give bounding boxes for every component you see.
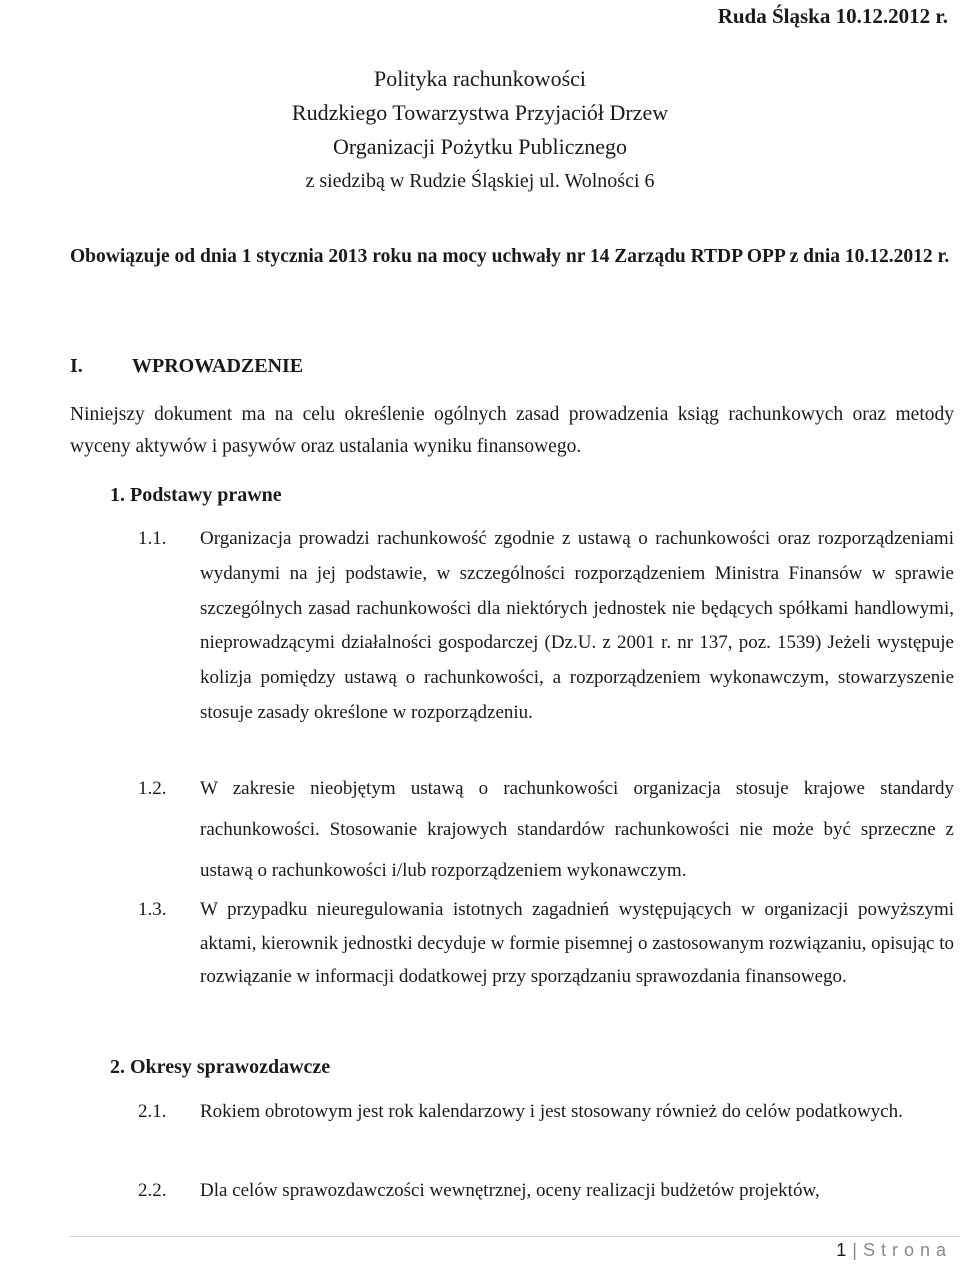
item-text: W zakresie nieobjętym ustawą o rachunkowości organizacja stosuje krajowe standardy rachunkowości. Stosowanie krajowych standardów rachunkowości nie może być sprzeczne z ustawą o rachunkowości i/lub rozporządzeniem wykonawczym. <box>200 778 954 881</box>
title-line-2: Rudzkiego Towarzystwa Przyjaciół Drzew <box>291 100 669 125</box>
item-number: 2.1. <box>138 1101 167 1122</box>
item-text: Organizacja prowadzi rachunkowość zgodnie z ustawą o rachunkowości oraz rozporządzeniami wydanymi na jej podstawie, w szczególności rozporządzeniem Ministra Finansów w sprawie szczególnych zasad rachunkowości dla niektórych jednostek nie będących spółkami handlowymi, nieprowadzącymi działalności gospodarczej (Dz.U. z 2001 r. nr 137, poz. 1539) Jeżeli występuje kolizja pomiędzy ustawą o rachunkowości, a rozporządzeniem wykonawczym, stowarzyszenie stosuje zasady określone w rozporządzeniu. <box>200 528 954 723</box>
item-number: 2.2. <box>138 1180 167 1201</box>
page-number: 1 <box>836 1240 847 1260</box>
introduction-paragraph: Niniejszy dokument ma na celu określenie ogólnych zasad prowadzenia ksiąg rachunkowych oraz metody wyceny aktywów i pasywów oraz ustalania wyniku finansowego. <box>70 404 954 457</box>
footer-separator: | <box>852 1240 857 1260</box>
title-line-1: Polityka rachunkowości <box>373 66 587 91</box>
list-item-1-1 <box>138 522 954 731</box>
list-item-1-2 <box>138 768 954 891</box>
item-text: W przypadku nieuregulowania istotnych zagadnień występujących w organizacji powyższymi aktami, kierownik jednostki decyduje w formie pisemnej o zastosowanym rozwiązaniu, opisując to rozwiązanie w informacji dodatkowej przy sporządzaniu sprawozdania finansowego. <box>200 899 954 987</box>
footer-divider <box>70 1236 960 1237</box>
item-text: Dla celów sprawozdawczości wewnętrznej, oceny realizacji budżetów projektów, <box>200 1180 820 1201</box>
list-item-1-3 <box>138 893 954 994</box>
page-label: Strona <box>862 1240 952 1260</box>
list-item-2-1 <box>138 1093 954 1131</box>
list-item-2-2 <box>138 1174 954 1208</box>
item-number: 1.2. <box>138 778 167 799</box>
item-number: 1.3. <box>138 899 167 920</box>
title-line-3: Organizacji Pożytku Publicznego <box>332 134 628 159</box>
item-text: Rokiem obrotowym jest rok kalendarzowy i jest stosowany również do celów podatkowych. <box>200 1101 903 1122</box>
subsection-heading-reporting-periods: 2. Okresy sprawozdawcze <box>110 1056 331 1078</box>
section-number: I. <box>70 355 83 377</box>
item-number: 1.1. <box>138 528 167 549</box>
subsection-heading-legal-basis: 1. Podstawy prawne <box>110 484 282 506</box>
validity-statement: Obowiązuje od dnia 1 stycznia 2013 roku na mocy uchwały nr 14 Zarządu RTDP OPP z dnia 10.12.2012 r. <box>70 246 950 267</box>
document-date: Ruda Śląska 10.12.2012 r. <box>717 4 948 28</box>
document-title <box>0 62 960 198</box>
section-heading-introduction <box>70 355 303 378</box>
section-title: WPROWADZENIE <box>132 355 304 377</box>
page-footer <box>836 1240 952 1261</box>
title-line-4: z siedzibą w Rudzie Śląskiej ul. Wolności 6 <box>305 170 655 192</box>
